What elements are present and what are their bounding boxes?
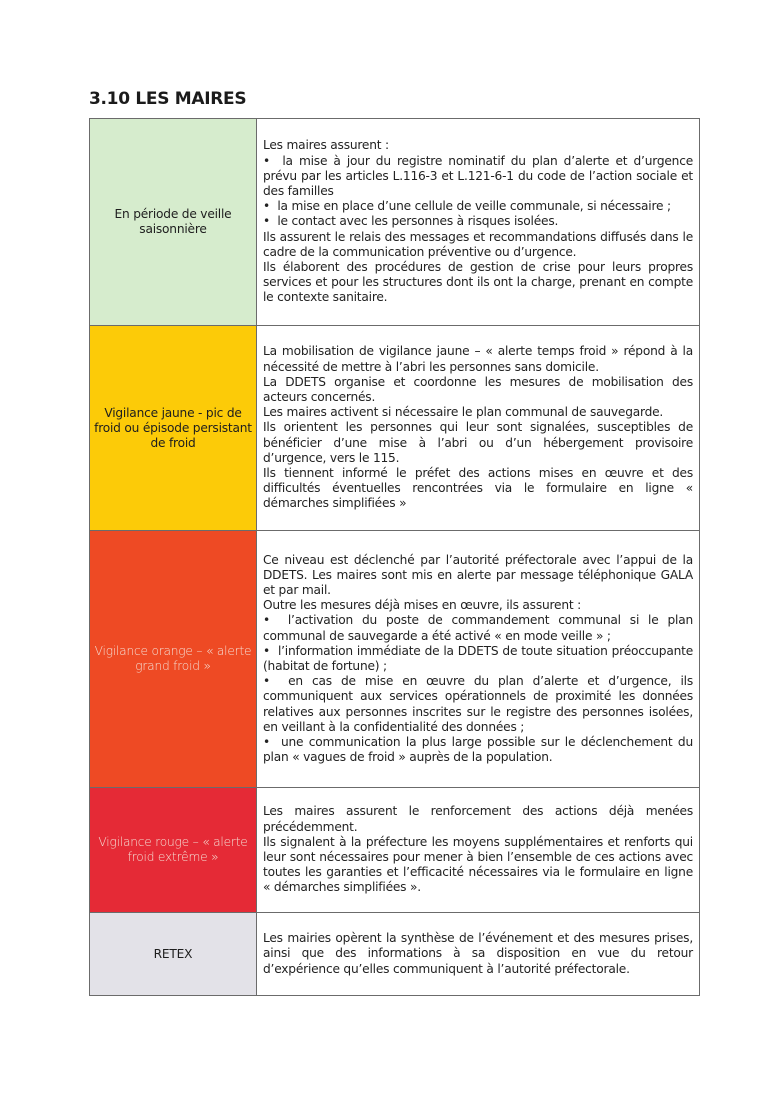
paragraph: Outre les mesures déjà mises en œuvre, ils assurent : bbox=[263, 598, 582, 613]
description-cell-jaune bbox=[257, 326, 700, 531]
paragraph: Les maires assurent : bbox=[263, 138, 389, 153]
paragraph: La mobilisation de vigilance jaune – « alerte temps froid » répond à la nécessité de mettre à l’abri les personnes sans domicile. bbox=[263, 344, 693, 374]
bullet-item: • l’activation du poste de commandement communal si le plan communal de sauvegarde a été activé « en mode veille » ; bbox=[263, 613, 693, 643]
description-cell-retex bbox=[257, 913, 700, 996]
bullet-item: • la mise en place d’une cellule de veille communale, si nécessaire ; bbox=[263, 199, 693, 214]
table-row-retex bbox=[90, 913, 700, 996]
table-row-vigilance-orange bbox=[90, 531, 700, 788]
paragraph: Ils signalent à la préfecture les moyens supplémentaires et renforts qui leur sont nécessaires pour mener à bien l’ensemble de ces actions avec toutes les garanties et l’efficacité nécessaires via le formulaire en ligne « démarches simplifiées ». bbox=[263, 834, 693, 895]
level-cell-rouge: Vigilance rouge – « alerte froid extrême » bbox=[90, 788, 257, 913]
bullet-item: • l’information immédiate de la DDETS de toute situation préoccupante (habitat de fortune) ; bbox=[263, 644, 693, 674]
section-title: 3.10 LES MAIRES bbox=[89, 89, 247, 109]
paragraph: Les mairies opèrent la synthèse de l’événement et des mesures prises, ainsi que des informations à sa disposition en vue du retour d’expérience qu’elles communiquent à l’autorité préfectorale. bbox=[263, 931, 693, 976]
table-row-veille-saisonniere bbox=[90, 119, 700, 326]
level-cell-retex: RETEX bbox=[90, 913, 257, 996]
paragraph: Ils tiennent informé le préfet des actions mises en œuvre et des difficultés éventuelles rencontrées via le formulaire en ligne « démarches simplifiées » bbox=[263, 466, 693, 511]
level-cell-veille: En période de veille saisonnière bbox=[90, 119, 257, 326]
paragraph: Ils élaborent des procédures de gestion de crise pour leurs propres services et pour les structures dont ils ont la charge, prenant en compte le contexte sanitaire. bbox=[263, 260, 693, 305]
description-cell-veille bbox=[257, 119, 700, 326]
paragraph: Ce niveau est déclenché par l’autorité préfectorale avec l’appui de la DDETS. Les maires sont mis en alerte par message téléphonique GALA et par mail. bbox=[263, 552, 693, 597]
bullet-item: • la mise à jour du registre nominatif du plan d’alerte et d’urgence prévu par les articles L.116-3 et L.121-6-1 du code de l’action sociale et des familles bbox=[263, 154, 693, 200]
description-cell-orange bbox=[257, 531, 700, 788]
paragraph: Les maires assurent le renforcement des actions déjà menées précédemment. bbox=[263, 804, 693, 834]
table-row-vigilance-jaune bbox=[90, 326, 700, 531]
paragraph: Ils orientent les personnes qui leur sont signalées, susceptibles de bénéficier d’une mise à l’abri ou d’un hébergement provisoire d’urgence, vers le 115. bbox=[263, 420, 693, 465]
paragraph: Ils assurent le relais des messages et recommandations diffusés dans le cadre de la communication préventive ou d’urgence. bbox=[263, 229, 693, 259]
level-cell-orange: Vigilance orange – « alerte grand froid » bbox=[90, 531, 257, 788]
bullet-item: • le contact avec les personnes à risques isolées. bbox=[263, 214, 693, 229]
paragraph: La DDETS organise et coordonne les mesures de mobilisation des acteurs concernés. bbox=[263, 374, 693, 404]
bullet-item: • une communication la plus large possible sur le déclenchement du plan « vagues de froid » auprès de la population. bbox=[263, 735, 693, 765]
bullet-item: • en cas de mise en œuvre du plan d’alerte et d’urgence, ils communiquent aux services opérationnels de proximité les données relatives aux personnes inscrites sur le registre des personnes isolées, en veillant à la confidentialité des données ; bbox=[263, 674, 693, 735]
maires-actions-table bbox=[89, 118, 700, 996]
paragraph: Les maires activent si nécessaire le plan communal de sauvegarde. bbox=[263, 405, 664, 420]
level-cell-jaune: Vigilance jaune - pic de froid ou épisode persistant de froid bbox=[90, 326, 257, 531]
description-cell-rouge bbox=[257, 788, 700, 913]
table-row-vigilance-rouge bbox=[90, 788, 700, 913]
